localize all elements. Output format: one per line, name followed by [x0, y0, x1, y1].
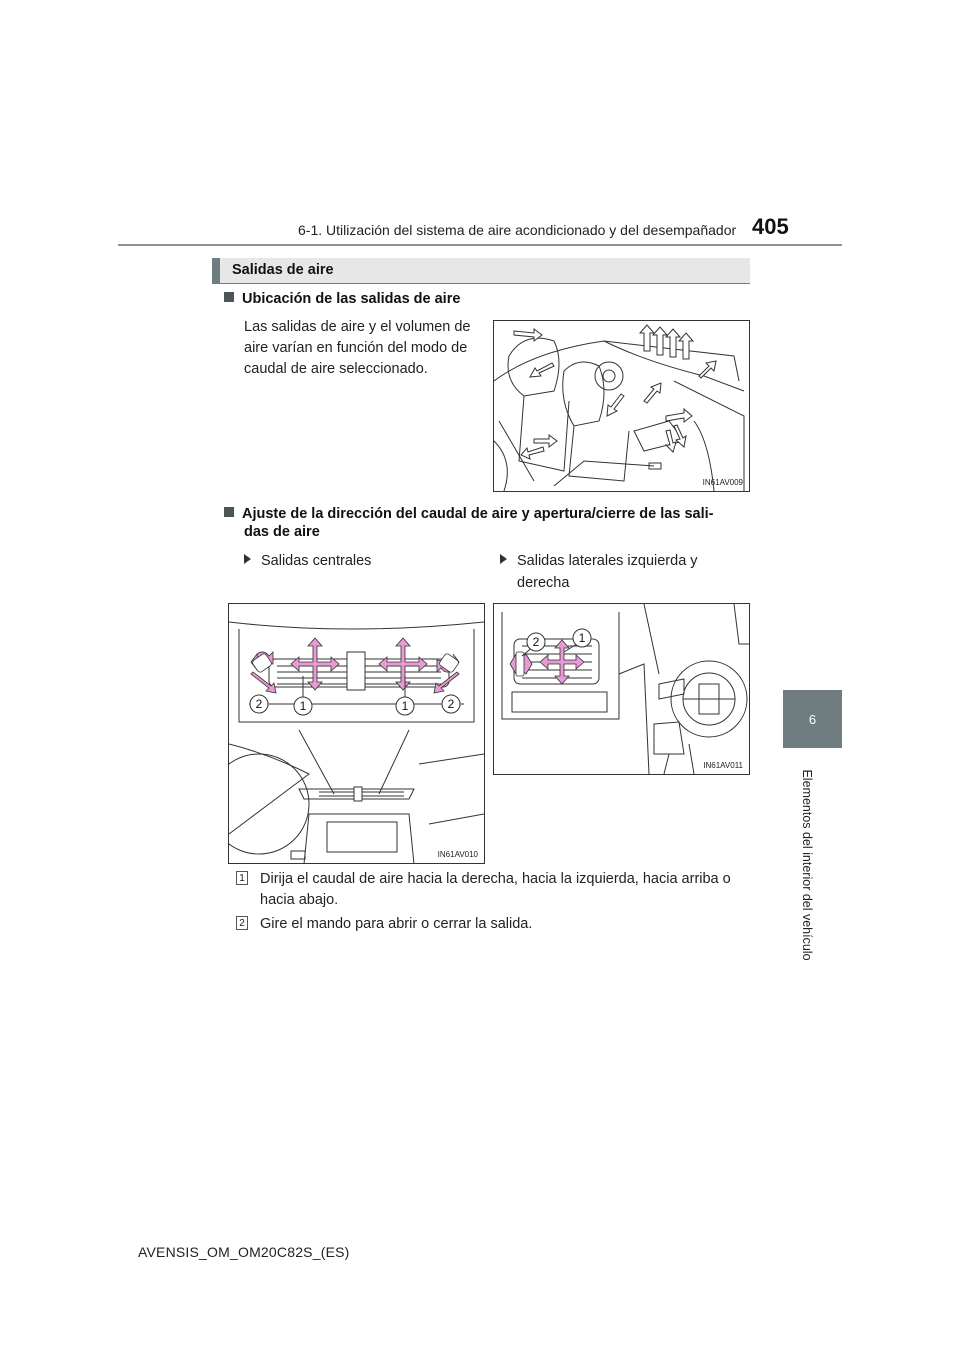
- cabin-illustration: [494, 321, 749, 491]
- side-outlets-illustration: [494, 604, 749, 774]
- triangle-bullet-icon: [244, 554, 251, 564]
- number-box: 1: [236, 871, 248, 885]
- chapter-title: 6-1. Utilización del sistema de aire acondicionado y del desempañador: [298, 222, 737, 238]
- numbered-item-text: Gire el mando para abrir o cerrar la salida.: [260, 916, 533, 932]
- chapter-name: Elementos del interior del vehículo: [800, 769, 814, 961]
- numbered-item-text: Dirija el caudal de aire hacia la derecha, hacia la izquierda, hacia arriba o hacia abajo.: [260, 871, 731, 908]
- chapter-tab: [783, 690, 842, 748]
- header-divider: [118, 244, 842, 246]
- numbered-item-2: [236, 914, 748, 936]
- square-bullet-icon: [224, 507, 234, 517]
- callout-2: 2: [532, 635, 540, 649]
- figure-code: IN61AV009: [702, 478, 743, 487]
- section-rule: [212, 283, 750, 284]
- callout-2-right: 2: [447, 697, 455, 711]
- document-code: AVENSIS_OM_OM20C82S_(ES): [138, 1244, 350, 1260]
- figure-code: IN61AV010: [437, 850, 478, 859]
- central-outlets-illustration: [229, 604, 484, 863]
- subsection-heading-adjust: Ajuste de la dirección del caudal de aire y apertura/cierre de las sali-: [224, 502, 754, 526]
- numbered-item-1: [236, 869, 748, 911]
- callout-2-left: 2: [255, 697, 263, 711]
- callout-1-left: 1: [299, 699, 307, 713]
- section-header: [212, 258, 750, 283]
- section-title: Salidas de aire: [232, 262, 334, 278]
- subsection-heading-location: Ubicación de las salidas de aire: [224, 287, 460, 311]
- chapter-side-label: [797, 770, 817, 960]
- figure-side-outlets: [493, 603, 750, 775]
- bullet-side-outlets: Salidas laterales izquierda y derecha: [500, 550, 748, 594]
- number-box: 2: [236, 916, 248, 930]
- triangle-bullet-icon: [500, 554, 507, 564]
- figure-code: IN61AV011: [703, 761, 743, 770]
- bullet-central-outlets: Salidas centrales: [244, 550, 371, 572]
- callout-1: 1: [578, 631, 586, 645]
- figure-central-outlets: [228, 603, 485, 864]
- figure-cabin-outlets: [493, 320, 750, 492]
- chapter-number: 6: [808, 711, 817, 727]
- subsection-heading-adjust-cont: das de aire: [244, 524, 320, 540]
- location-paragraph: Las salidas de aire y el volumen de aire varían en función del modo de caudal de aire seleccionado.: [244, 319, 471, 377]
- callout-1-right: 1: [401, 699, 409, 713]
- square-bullet-icon: [224, 292, 234, 302]
- page-number: 405: [752, 214, 789, 239]
